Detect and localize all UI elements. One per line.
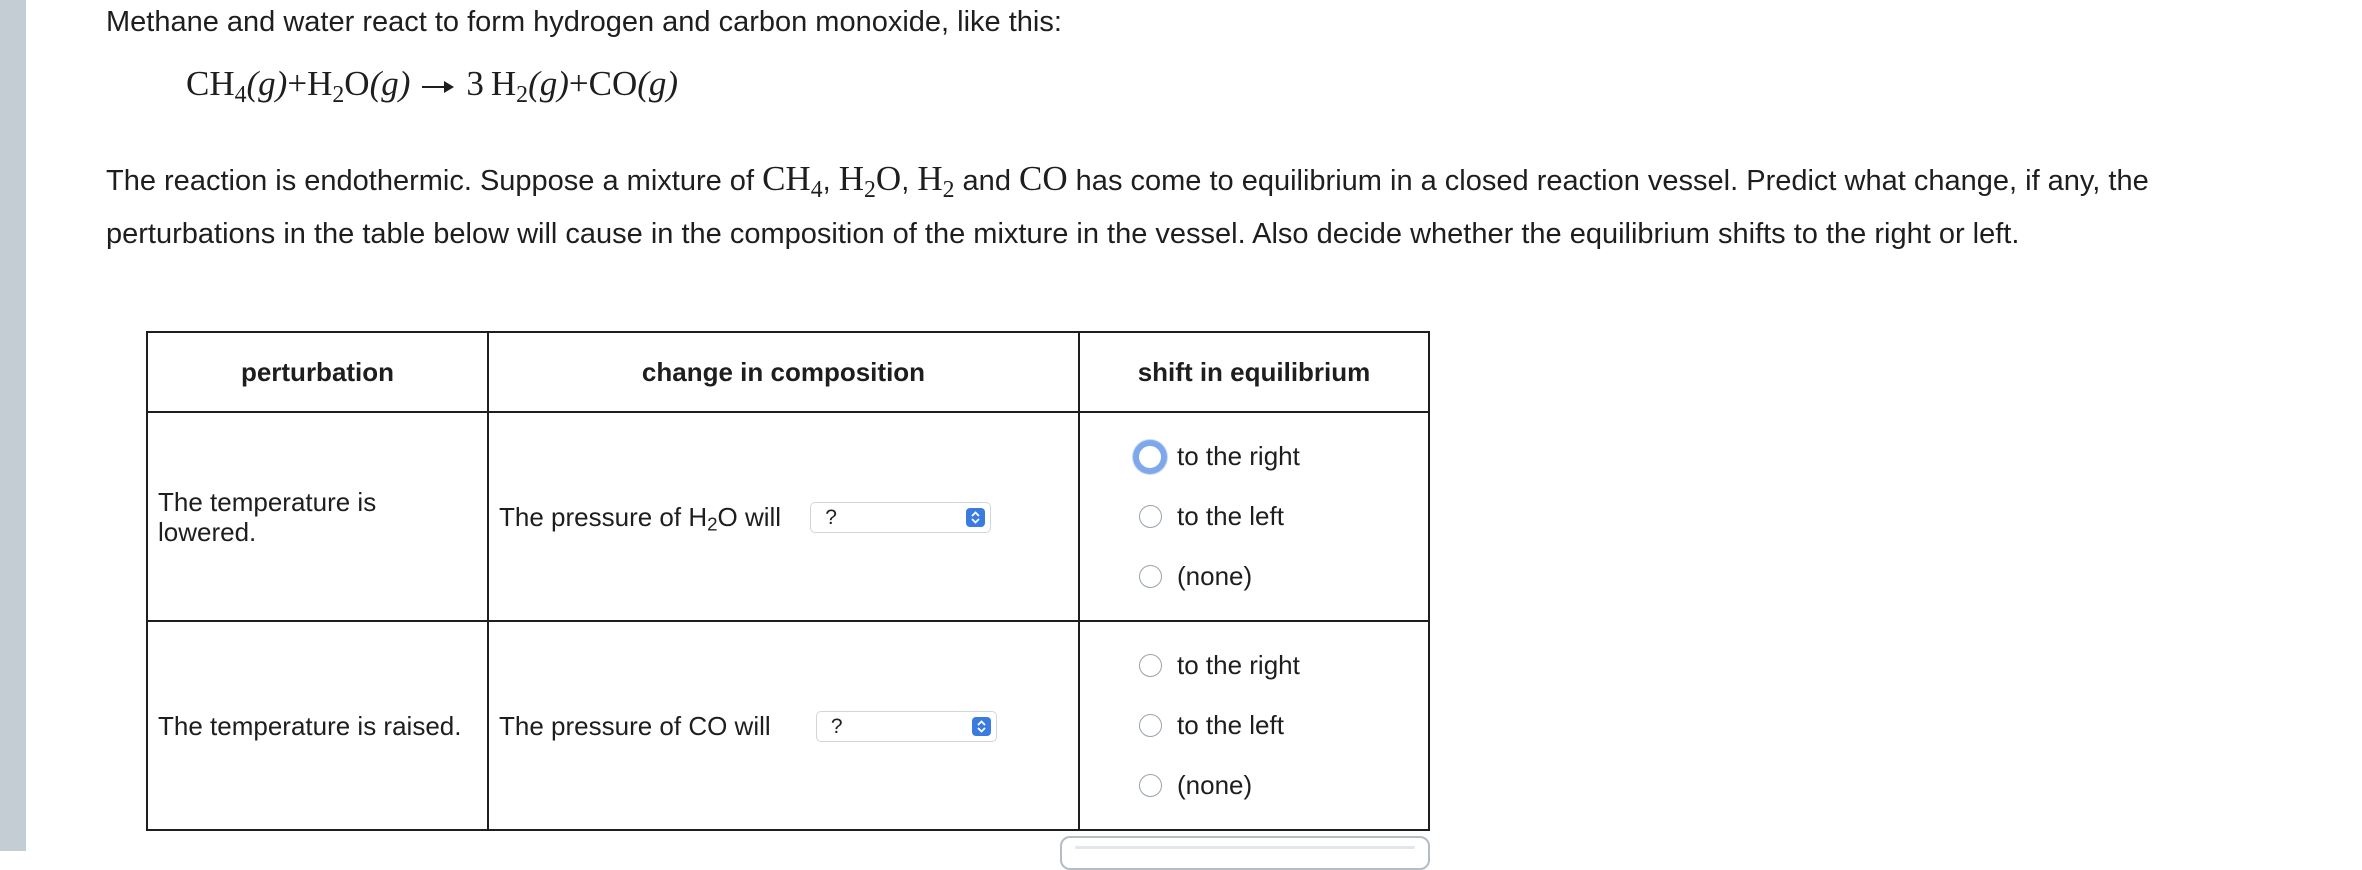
intro-text: Methane and water react to form hydrogen and carbon monoxide, like this: — [106, 6, 1062, 38]
chemical-equation — [186, 64, 679, 109]
chem-h2o-h: H — [838, 159, 864, 198]
eq-state-4: (g) — [637, 64, 679, 103]
radio-label: to the right — [1177, 441, 1300, 471]
radio-option-none[interactable] — [1139, 547, 1428, 607]
radio-option-left[interactable] — [1139, 696, 1428, 756]
header-shift-in-equilibrium: shift in equilibrium — [1079, 332, 1429, 412]
radio-button[interactable] — [1139, 714, 1162, 737]
perturbation-table — [146, 331, 1430, 831]
chem-co: CO — [1019, 159, 1068, 198]
eq-coefficient: 3 — [466, 64, 484, 103]
change-cell — [488, 621, 1079, 830]
comma-2: , — [901, 165, 918, 197]
eq-state-1: (g) — [246, 64, 288, 103]
select-value: ? — [825, 505, 837, 529]
shift-cell — [1079, 412, 1429, 621]
change-text — [499, 711, 771, 742]
table-row — [147, 412, 1429, 621]
chem-h2-symbol: H — [917, 159, 943, 198]
paragraph-line-1 — [106, 152, 2362, 208]
chevron-up-down-icon — [966, 508, 985, 527]
eq-state-3: (g) — [528, 64, 569, 103]
change-select[interactable] — [810, 502, 991, 533]
comma-1: , — [822, 165, 839, 197]
change-prefix: The pressure of CO will — [499, 710, 771, 741]
chem-h2o-o: O — [875, 159, 902, 198]
table-header-row — [147, 332, 1429, 412]
eq-o: O — [344, 64, 370, 103]
eq-h-sub: 2 — [332, 82, 345, 109]
bottom-panel-bar — [1075, 846, 1415, 849]
radio-button[interactable] — [1139, 505, 1162, 528]
chem-h2o-sub: 2 — [864, 177, 876, 204]
change-suffix: O will — [717, 501, 782, 532]
left-edge-bar — [0, 0, 26, 851]
radio-label: (none) — [1177, 770, 1253, 800]
radio-label: to the right — [1177, 650, 1300, 680]
radio-option-right[interactable] — [1139, 636, 1428, 696]
change-select[interactable] — [816, 711, 997, 742]
chem-ch4-symbol: CH — [762, 159, 811, 198]
radio-option-right[interactable] — [1139, 427, 1428, 487]
chem-ch4 — [762, 159, 823, 204]
radio-option-none[interactable] — [1139, 756, 1428, 816]
eq-co: CO — [588, 64, 638, 103]
eq-h2-sub: 2 — [516, 82, 529, 109]
chem-h2-sub: 2 — [942, 177, 955, 204]
reaction-arrow-icon — [422, 77, 454, 97]
perturbation-cell: The temperature is raised. — [147, 621, 488, 830]
instructions-paragraph — [106, 152, 2362, 261]
chem-ch4-sub: 4 — [810, 177, 823, 204]
eq-plus-1: + — [287, 64, 308, 103]
select-value: ? — [830, 714, 843, 738]
change-sub: 2 — [707, 513, 718, 535]
perturbation-cell: The temperature is lowered. — [147, 412, 488, 621]
radio-label: to the left — [1177, 501, 1284, 531]
eq-h: H — [307, 64, 333, 103]
radio-button[interactable] — [1139, 565, 1162, 588]
radio-button[interactable] — [1139, 654, 1162, 677]
radio-label: to the left — [1177, 710, 1284, 740]
header-change-in-composition: change in composition — [488, 332, 1079, 412]
paragraph-line-2: perturbations in the table below will cause in the composition of the mixture in the vessel. Also decide whether the equilibrium shifts to the right or left. — [106, 218, 2020, 250]
chem-h2o — [838, 159, 902, 204]
shift-cell — [1079, 621, 1429, 830]
eq-ch-sub: 4 — [234, 82, 247, 109]
chem-h2 — [917, 159, 955, 204]
radio-button[interactable] — [1133, 440, 1167, 474]
and-word: and — [954, 165, 1019, 197]
table-row — [147, 621, 1429, 830]
radio-button[interactable] — [1139, 774, 1162, 797]
eq-h2: H — [490, 64, 517, 103]
eq-ch: CH — [186, 64, 235, 103]
radio-option-left[interactable] — [1139, 487, 1428, 547]
change-cell — [488, 412, 1079, 621]
radio-label: (none) — [1177, 561, 1253, 591]
paragraph-text-2: has come to equilibrium in a closed reaction vessel. Predict what change, if any, the — [1067, 165, 2149, 197]
paragraph-text-1: The reaction is endothermic. Suppose a mixture of — [106, 165, 763, 197]
header-perturbation: perturbation — [147, 332, 488, 412]
change-text — [499, 502, 781, 533]
chevron-up-down-icon — [972, 717, 991, 736]
eq-plus-2: + — [568, 64, 589, 103]
eq-state-2: (g) — [369, 64, 411, 103]
change-prefix: The pressure of H — [499, 501, 708, 532]
bottom-panel-fragment — [1060, 836, 1430, 870]
